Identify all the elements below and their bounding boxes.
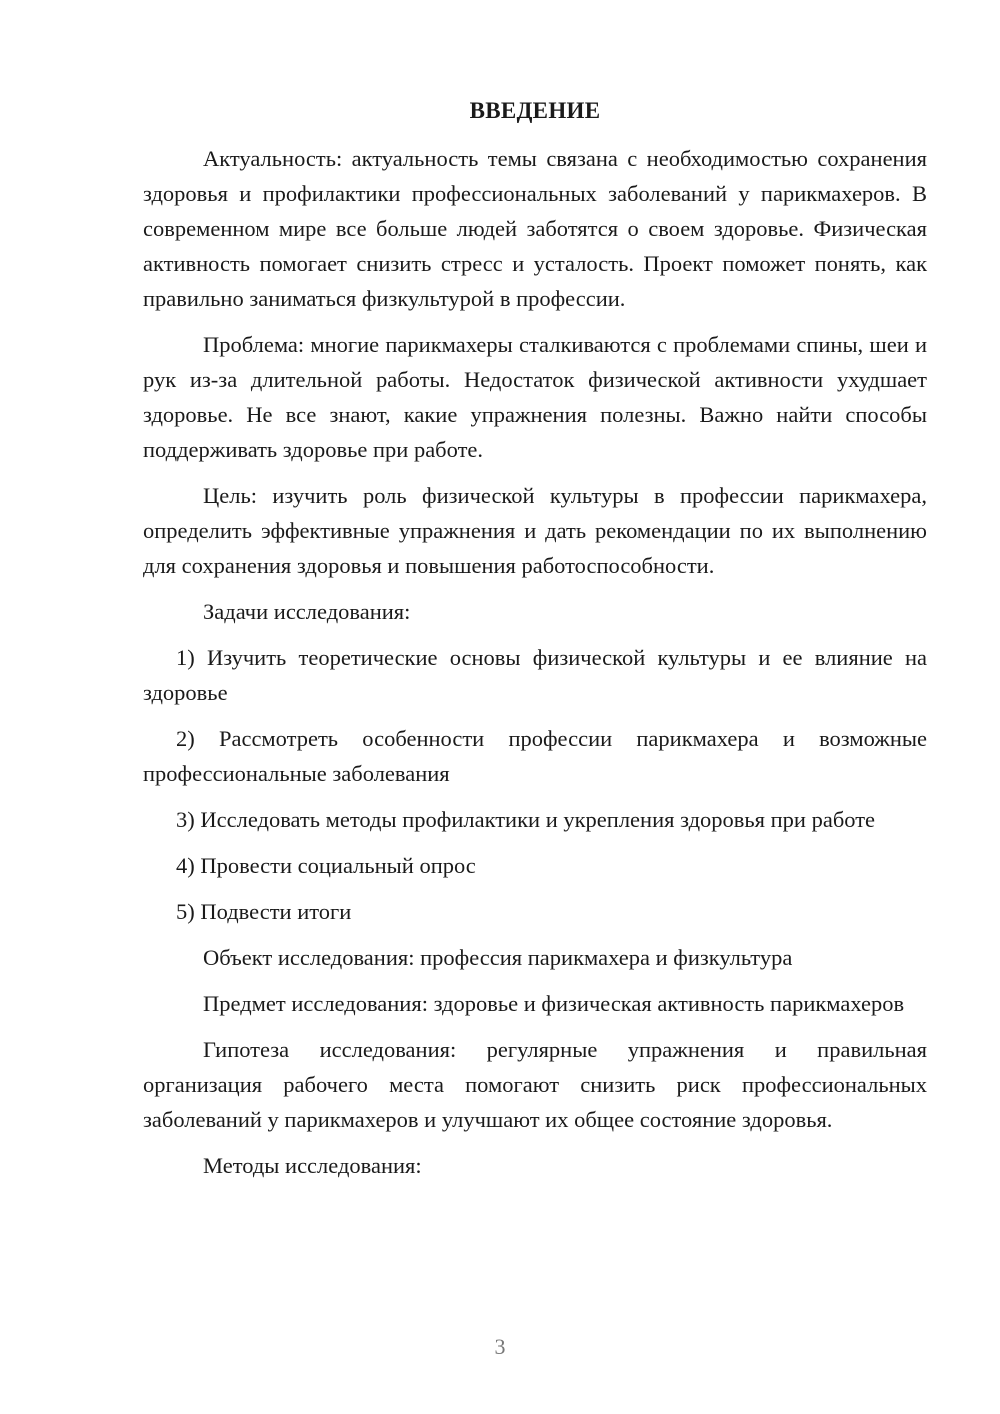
- research-subject-paragraph: Предмет исследования: здоровье и физическая активность парикмахеров: [203, 991, 905, 1016]
- task-item-2: 2) Рассмотреть особенности профессии парикмахера и возможные профессиональные заболевания: [143, 726, 927, 786]
- relevance-paragraph: Актуальность: актуальность темы связана с необходимостью сохранения здоровья и профилактики профессиональных заболеваний у парикмахеров. В современном мире все больше людей заботятся о своем здоровье. Физическая активность помогает снизить стресс и усталость. Проект поможет понять, как правильно заниматься физкультурой в профессии.: [143, 146, 927, 311]
- goal-paragraph: Цель: изучить роль физической культуры в профессии парикмахера, определить эффективные упражнения и дать рекомендации по их выполнению для сохранения здоровья и повышения работоспособности.: [143, 483, 927, 578]
- task-item-3: 3) Исследовать методы профилактики и укрепления здоровья при работе: [176, 807, 876, 832]
- task-item-4: 4) Провести социальный опрос: [176, 853, 476, 878]
- page-number: 3: [494, 1334, 506, 1359]
- hypothesis-paragraph: Гипотеза исследования: регулярные упражнения и правильная организация рабочего места помогают снизить риск профессиональных заболеваний у парикмахеров и улучшают их общее состояние здоровья.: [143, 1037, 927, 1132]
- section-title: ВВЕДЕНИЕ: [469, 98, 601, 123]
- problem-paragraph: Проблема: многие парикмахеры сталкиваются с проблемами спины, шеи и рук из-за длительной работы. Недостаток физической активности ухудшает здоровье. Не все знают, какие упражнения полезны. Важно найти способы поддерживать здоровье при работе.: [143, 332, 927, 462]
- research-object-paragraph: Объект исследования: профессия парикмахера и физкультура: [203, 945, 793, 970]
- task-item-5: 5) Подвести итоги: [176, 899, 352, 924]
- methods-heading: Методы исследования:: [203, 1153, 422, 1178]
- page-content: [143, 94, 927, 1183]
- tasks-heading: Задачи исследования:: [203, 599, 411, 624]
- task-item-1: 1) Изучить теоретические основы физической культуры и ее влияние на здоровье: [143, 645, 927, 705]
